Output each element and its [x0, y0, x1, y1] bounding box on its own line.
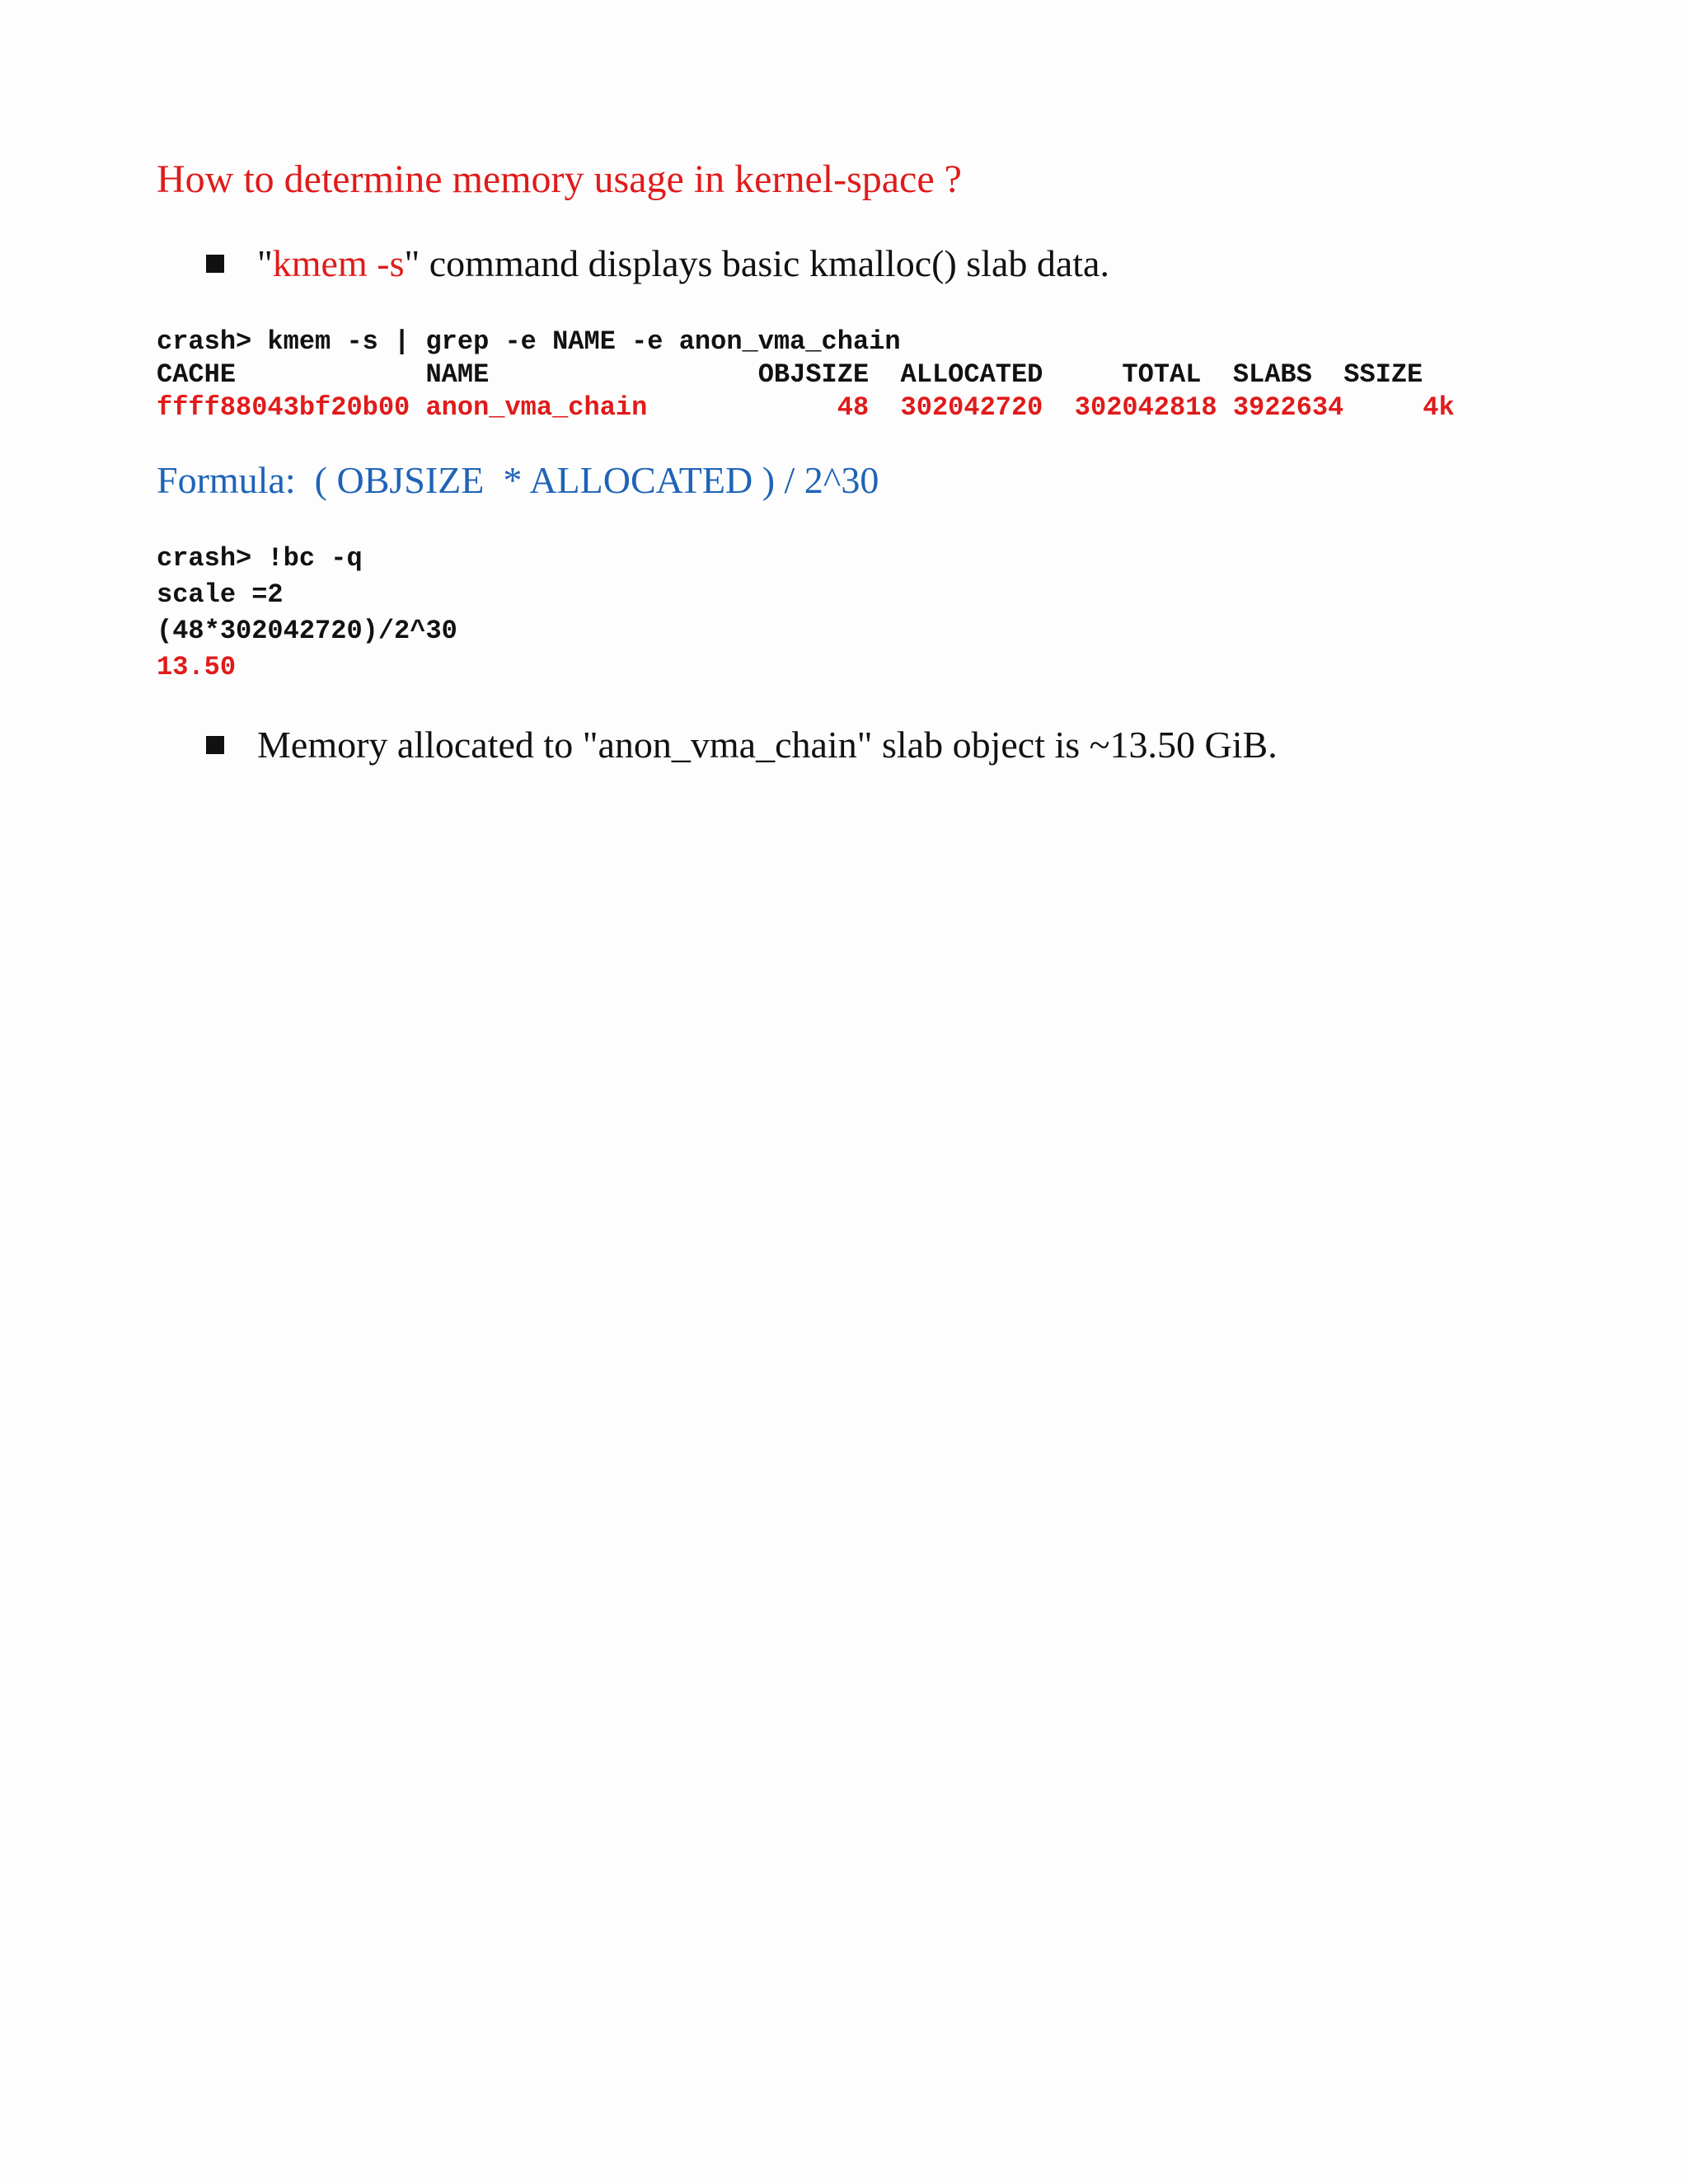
bc-command-line: crash> !bc -q	[157, 543, 363, 574]
kmem-table-row: ffff88043bf20b00 anon_vma_chain 48 302042720 302042818 3922634 4k	[157, 392, 1455, 423]
page-title: How to determine memory usage in kernel-space ?	[157, 157, 962, 201]
bc-scale-line: scale =2	[157, 579, 284, 610]
kmem-table-header: CACHE NAME OBJSIZE ALLOCATED TOTAL SLABS SSIZE	[157, 359, 1423, 390]
bullet-square-icon	[206, 736, 224, 754]
bc-result: 13.50	[157, 652, 237, 682]
quote-open: "	[257, 242, 273, 284]
bullet-memory-result	[206, 720, 1278, 770]
bullet-result-text: Memory allocated to "anon_vma_chain" slab object is ~13.50 GiB.	[257, 724, 1278, 766]
bc-expression-line: (48*302042720)/2^30	[157, 616, 457, 646]
kmem-command-text: kmem -s	[272, 242, 405, 284]
bullet-description-text: " command displays basic kmalloc() slab data.	[404, 242, 1109, 284]
kmem-command-line: crash> kmem -s | grep -e NAME -e anon_vma_chain	[157, 326, 901, 357]
bullet-square-icon	[206, 255, 224, 273]
bullet-kmem-description	[206, 239, 1109, 288]
formula-text: Formula: ( OBJSIZE * ALLOCATED ) / 2^30	[157, 459, 879, 501]
